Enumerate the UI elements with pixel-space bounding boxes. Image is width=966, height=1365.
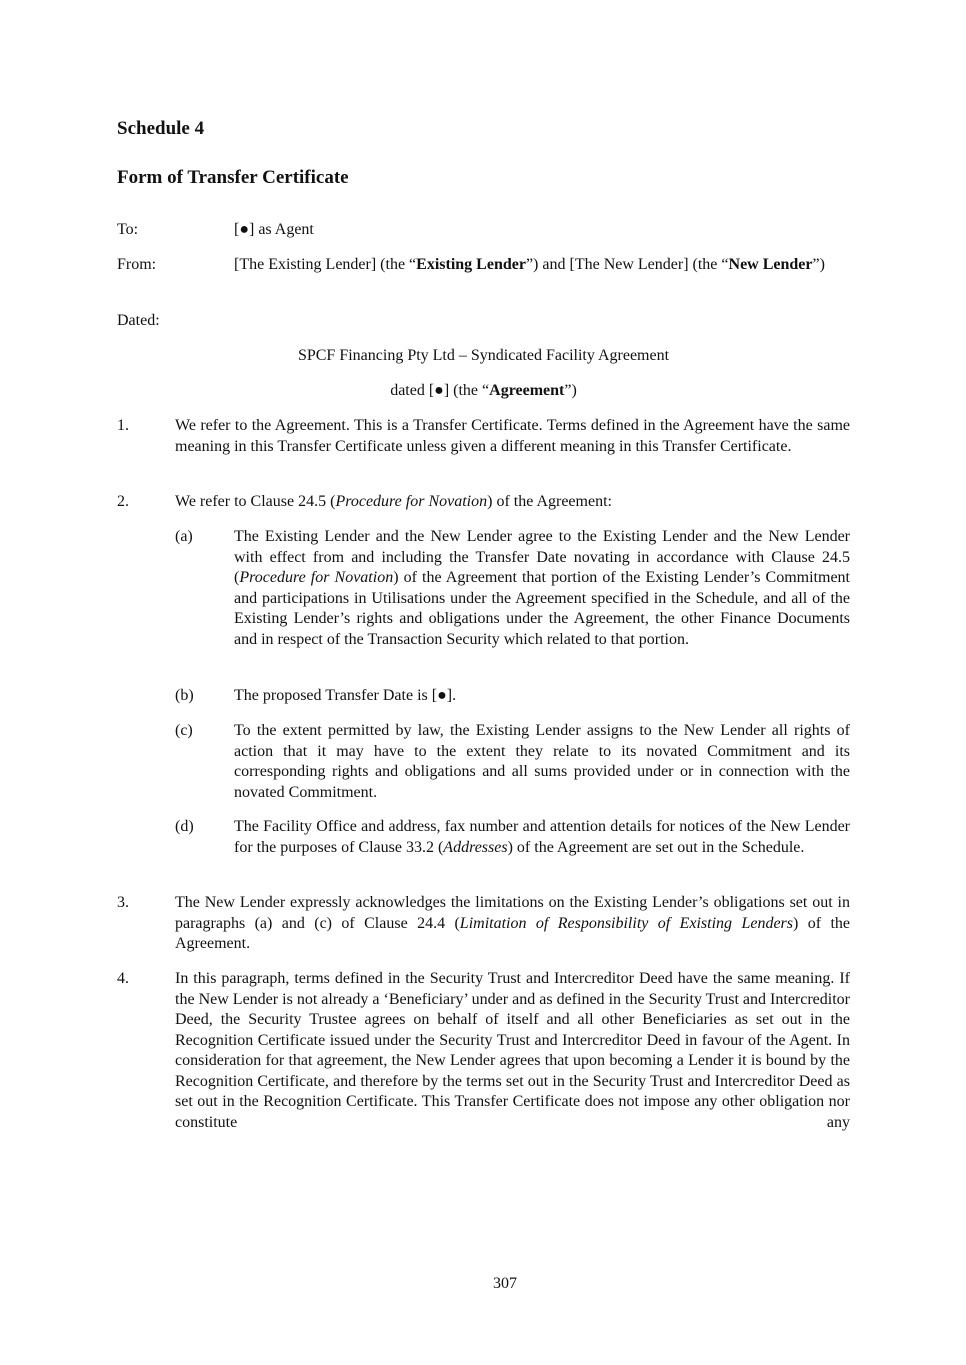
paragraph-text xyxy=(175,893,850,955)
subparagraph-number: (b) xyxy=(175,687,194,704)
paragraph-number: 1. xyxy=(117,417,129,434)
paragraph-number: 3. xyxy=(117,894,129,911)
existing-lender-term: Existing Lender xyxy=(416,256,526,273)
paragraph-2 xyxy=(117,492,850,513)
clause-title: Procedure for Novation xyxy=(335,493,488,510)
paragraph-1 xyxy=(117,416,850,457)
subparagraph-b xyxy=(175,686,850,707)
subparagraph-number: (c) xyxy=(175,722,193,739)
dated-text: ”) xyxy=(564,382,577,399)
subparagraph-d xyxy=(175,817,850,858)
dated-label: Dated: xyxy=(117,312,160,329)
from-value xyxy=(234,255,850,276)
agreement-dated xyxy=(117,381,850,402)
agreement-term: Agreement xyxy=(489,382,565,399)
paragraph-text: We refer to the Agreement. This is a Transfer Certificate. Terms defined in the Agreement have the same meaning in this Transfer Certificate unless given a different meaning in this Transfer Certificate. xyxy=(175,417,850,455)
text-run: ) of the Agreement that portion of the Existing Lender’s Commitment and participations in Utilisations under the Agreement specified in the Schedule, and all of the Existing Lender’s rights and obligations under the Agreement, the other Finance Documents and in respect of the Transaction Security which related to that portion. xyxy=(234,569,850,648)
paragraph-3 xyxy=(117,893,850,955)
new-lender-term: New Lender xyxy=(728,256,813,273)
form-title: Form of Transfer Certificate xyxy=(117,167,349,188)
text-run: We refer to Clause 24.5 ( xyxy=(175,493,336,510)
clause-title: Limitation of Responsibility of Existing Lenders xyxy=(459,914,794,932)
agreement-title: SPCF Financing Pty Ltd – Syndicated Facility Agreement xyxy=(297,347,670,364)
to-label: To: xyxy=(117,221,139,238)
from-text: ”) and [The New Lender] (the “ xyxy=(525,256,729,273)
schedule-title: Schedule 4 xyxy=(117,118,205,139)
subparagraph-text xyxy=(234,527,850,650)
paragraph-text: In this paragraph, terms defined in the Security Trust and Intercreditor Deed have the same meaning. If the New Lender is not already a ‘Beneficiary’ under and as defined in the Security Trust and Intercreditor Deed, the Security Trustee agrees on behalf of itself and all other Beneficiaries as set out in the Recognition Certificate issued under the Security Trust and Intercreditor Deed in favour of the Agent. In consideration for that agreement, the New Lender agrees that upon becoming a Lender it is bound by the Recognition Certificate, and therefore by the terms set out in the Security Trust and Intercreditor Deed as set out in the Recognition Certificate. This Transfer Certificate does not impose any other obligation nor constitute any xyxy=(175,970,850,1131)
subparagraph-number: (a) xyxy=(175,528,193,545)
text-run: ) of the Agreement: xyxy=(487,493,612,510)
subparagraph-text xyxy=(234,817,850,858)
subparagraph-text: The proposed Transfer Date is [●]. xyxy=(234,687,457,704)
subparagraph-c xyxy=(175,721,850,803)
text-run: The New Lender expressly acknowledges the limitations on the Existing Lender’s obligations set out in paragraphs (a) and (c) of Clause 24.4 ( xyxy=(175,894,850,932)
to-value: [●] as Agent xyxy=(234,221,314,238)
subparagraph-text: To the extent permitted by law, the Existing Lender assigns to the New Lender all rights of action that it may have to the extent they relate to its novated Commitment and its corresponding rights and obligations and all sums provided under or in connection with the novated Commitment. xyxy=(234,722,850,801)
dated-text: dated [●] (the “ xyxy=(390,382,490,399)
text-run: ) of the Agreement. xyxy=(175,914,851,952)
text-run: The Facility Office and address, fax number and attention details for notices of the New Lender for the purposes of Clause 33.2 ( xyxy=(234,818,850,856)
from-text: ”) xyxy=(812,256,825,273)
paragraph-text xyxy=(175,492,850,513)
text-run: ) of the Agreement are set out in the Schedule. xyxy=(507,838,805,856)
paragraph-number: 2. xyxy=(117,493,129,510)
from-text: [The Existing Lender] (the “ xyxy=(234,256,417,273)
clause-title: Addresses xyxy=(443,838,508,856)
subparagraph-number: (d) xyxy=(175,818,194,835)
paragraph-4 xyxy=(117,969,850,1133)
text-run: The Existing Lender and the New Lender agree to the Existing Lender and the New Lender with effect from and including the Transfer Date novating in accordance with Clause 24.5 ( xyxy=(234,528,850,586)
paragraph-number: 4. xyxy=(117,970,129,987)
subparagraph-a xyxy=(175,527,850,650)
clause-title: Procedure for Novation xyxy=(239,569,394,586)
page-number: 307 xyxy=(493,1275,517,1292)
from-label: From: xyxy=(117,256,157,273)
